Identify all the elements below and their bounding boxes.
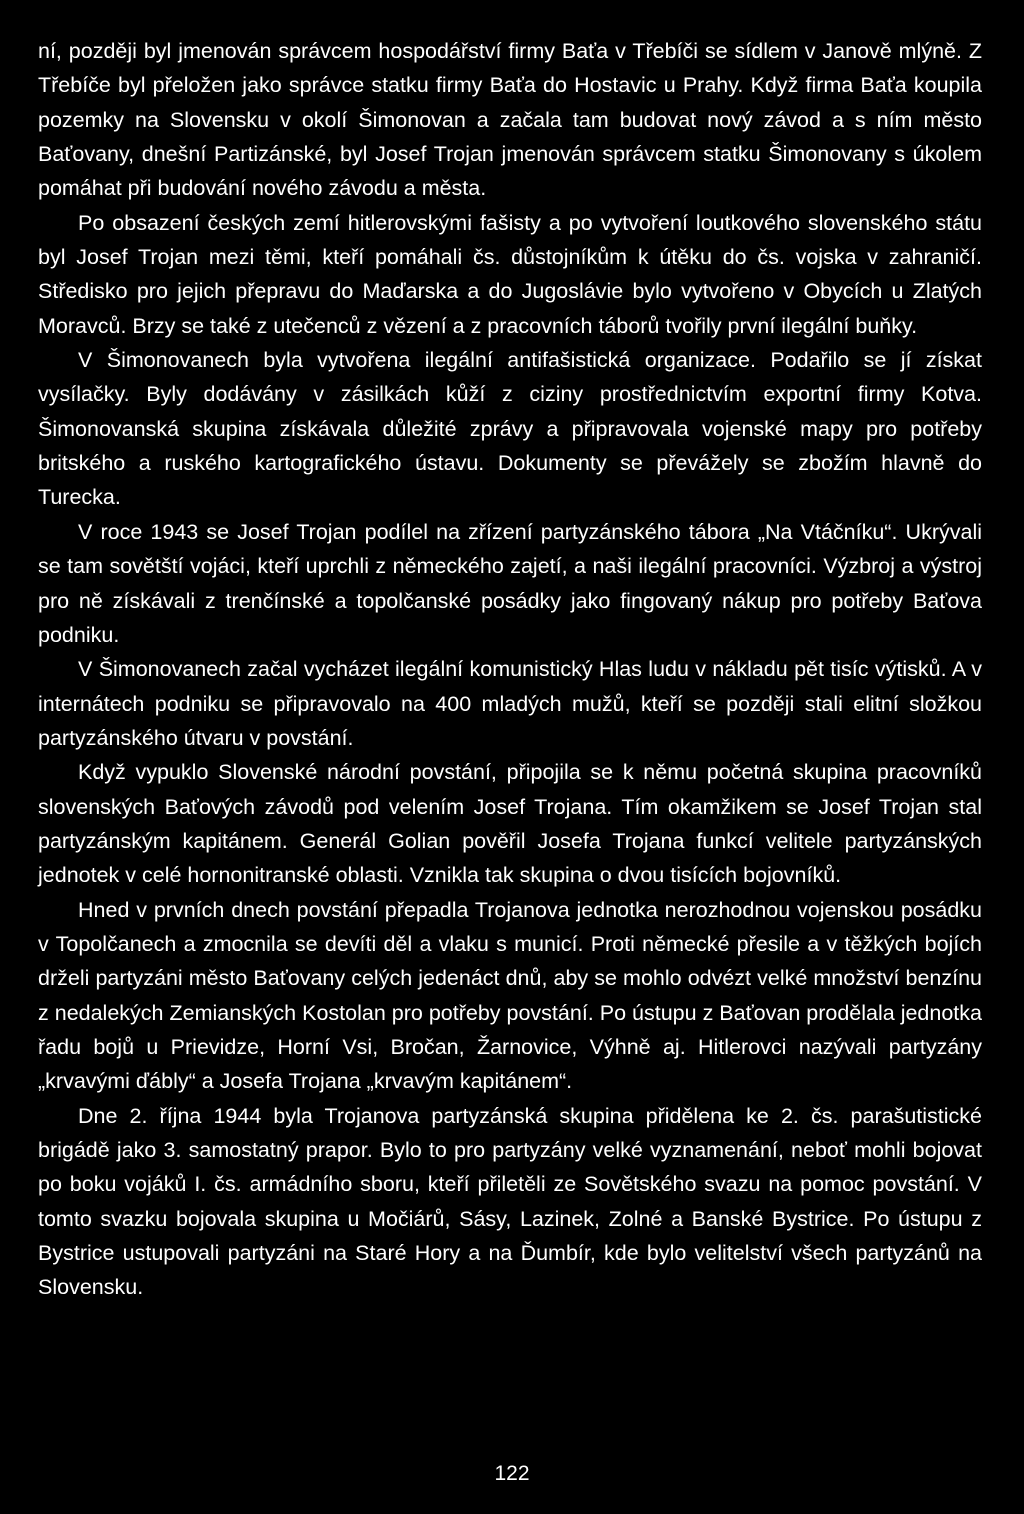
page-number: 122	[494, 1462, 530, 1485]
paragraph-5: V Šimonovanech začal vycházet ilegální komunistický Hlas ludu v nákladu pět tisíc výtisků. A v internátech podniku se připravovalo na 400 mladých mužů, kteří se později stali elitní složkou partyzánského útvaru v povstání.	[38, 657, 982, 750]
paragraph-1: ní, později byl jmenován správcem hospodářství firmy Baťa v Třebíči se sídlem v Janově mlýně. Z Třebíče byl přeložen jako správce statku firmy Baťa do Hostavic u Prahy. Když firma Baťa koupila pozemky na Slovensku v okolí Šimonovan a začala tam budovat nový závod a s ním město Baťovany, dnešní Partizánské, byl Josef Trojan jmenován správcem statku Šimonovany s úkolem pomáhat při budování nového závodu a města.	[38, 39, 982, 201]
paragraph-2: Po obsazení českých zemí hitlerovskými fašisty a po vytvoření loutkového slovenského státu byl Josef Trojan mezi těmi, kteří pomáhali čs. důstojníkům k útěku do čs. vojska v zahraničí. Středisko pro jejich přepravu do Maďarska a do Jugoslávie bylo vytvořeno v Obycích u Zlatých Moravců. Brzy se také z utečenců z vězení a z pracovních táborů tvořily první ilegální buňky.	[38, 210, 982, 338]
page-text	[38, 34, 982, 1305]
paragraph-3: V Šimonovanech byla vytvořena ilegální antifašistická organizace. Podařilo se jí získat vysílačky. Byly dodávány v zásilkách kůží z ciziny prostřednictvím exportní firmy Kotva. Šimonovanská skupina získávala důležité zprávy a připravovala vojenské mapy pro potřeby britského a ruského kartografického ústavu. Dokumenty se převážely se zbožím hlavně do Turecka.	[38, 348, 982, 510]
paragraph-4: V roce 1943 se Josef Trojan podílel na zřízení partyzánského tábora „Na Vtáčníku“. Ukrývali se tam sovětští vojáci, kteří uprchli z německého zajetí, a naši ilegální pracovníci. Výzbroj a výstroj pro ně získávali z trenčínské a topolčanské posádky jako fingovaný nákup pro potřeby Baťova podniku.	[38, 519, 982, 647]
paragraph-7: Hned v prvních dnech povstání přepadla Trojanova jednotka nerozhodnou vojenskou posádku v Topolčanech a zmocnila se devíti děl a vlaku s municí. Proti německé přesile a v těžkých bojích drželi partyzáni město Baťovany celých jedenáct dnů, aby se mohlo odvézt velké množství benzínu z nedalekých Zemianských Kostolan pro potřeby povstání. Po ústupu z Baťovan prodělala jednotka řadu bojů u Prievidze, Horní Vsi, Bročan, Žarnovice, Výhně aj. Hitlerovci nazývali partyzány „krvavými ďábly“ a Josefa Trojana „krvavým kapitánem“.	[38, 897, 982, 1094]
paragraph-6: Když vypuklo Slovenské národní povstání, připojila se k němu početná skupina pracovníků slovenských Baťových závodů pod velením Josef Trojana. Tím okamžikem se Josef Trojan stal partyzánským kapitánem. Generál Golian pověřil Josefa Trojana funkcí velitele partyzánských jednotek v celé hornonitranské oblasti. Vznikla tak skupina o dvou tisících bojovníků.	[38, 760, 982, 888]
paragraph-8: Dne 2. října 1944 byla Trojanova partyzánská skupina přidělena ke 2. čs. parašutistické brigádě jako 3. samostatný prapor. Bylo to pro partyzány velké vyznamenání, neboť mohli bojovat po boku vojáků I. čs. armádního sboru, kteří přiletěli ze Sovětského svazu na pomoc povstání. V tomto svazku bojovala skupina u Močiárů, Sásy, Lazinek, Zolné a Banské Bystrice. Po ústupu z Bystrice ustupovali partyzáni na Staré Hory a na Ďumbír, kde bylo velitelství všech partyzánů na Slovensku.	[38, 1103, 982, 1300]
